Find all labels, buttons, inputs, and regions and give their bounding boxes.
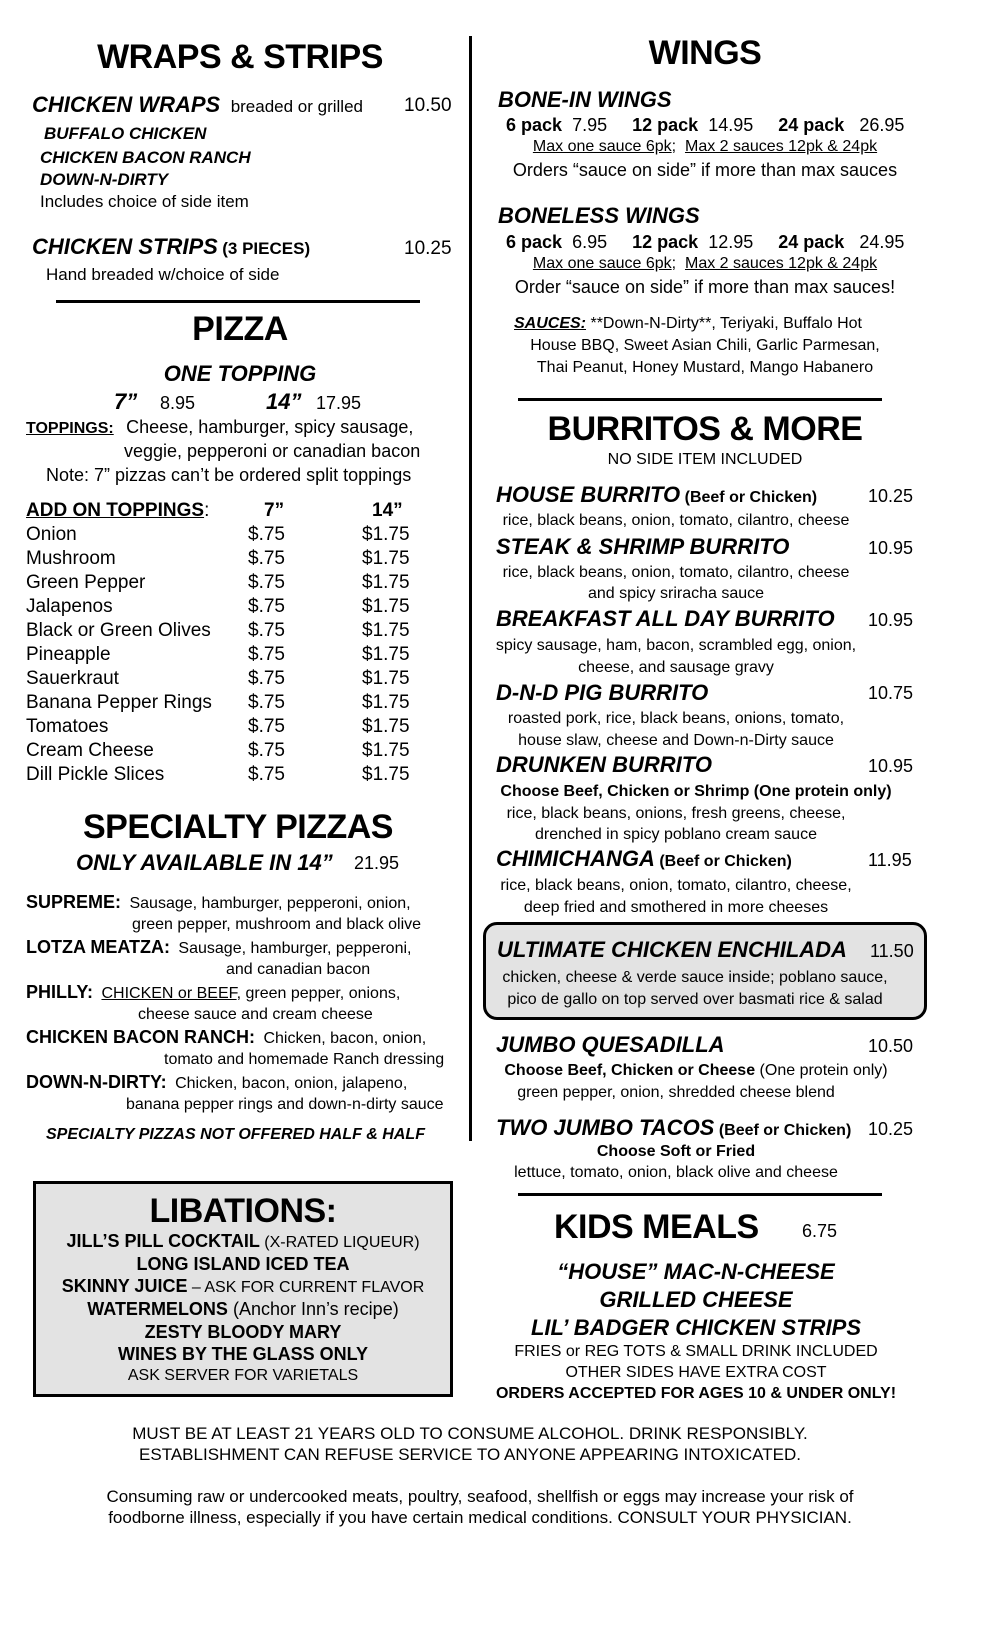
- chimichanga-note: (Beef or Chicken): [659, 853, 792, 870]
- tacos-name: TWO JUMBO TACOS: [496, 1115, 715, 1140]
- addon-name: Dill Pickle Slices: [26, 764, 165, 785]
- breakfast-burrito-name: BREAKFAST ALL DAY BURRITO: [496, 606, 835, 631]
- addon-row: [26, 524, 446, 549]
- one-topping-label: ONE TOPPING: [163, 361, 317, 386]
- libation-name: JILL’S PILL COCKTAIL: [66, 1231, 260, 1251]
- libation-item: ZESTY BLOODY MARY: [144, 1322, 342, 1342]
- dnd-desc2: banana pepper rings and down-n-dirty sauce: [126, 1096, 444, 1113]
- max-one: Max one sauce 6pk: [532, 255, 672, 272]
- pizza-note: Note: 7” pizzas can’t be ordered split toppings: [46, 465, 412, 485]
- alcohol-notice: MUST BE AT LEAST 21 YEARS OLD TO CONSUME ALCOHOL. DRINK RESPONSIBLY.: [132, 1424, 808, 1443]
- kids-note: OTHER SIDES HAVE EXTRA COST: [565, 1364, 827, 1381]
- addon-name: Cream Cheese: [26, 740, 154, 761]
- philly-name: PHILLY:: [26, 982, 94, 1002]
- house-burrito-price: 10.25: [868, 486, 914, 506]
- addon-price-7: $.75: [248, 716, 285, 737]
- pack-size: 12 pack: [632, 232, 699, 252]
- libation-item: LONG ISLAND ICED TEA: [136, 1254, 350, 1274]
- libation-name: SKINNY JUICE: [61, 1276, 188, 1296]
- pack-price: 12.95: [708, 232, 754, 252]
- sauces-label: SAUCES:: [514, 315, 587, 332]
- kids-price: 6.75: [802, 1221, 838, 1241]
- pack-price: 14.95: [708, 115, 754, 135]
- bone-in-title: BONE-IN WINGS: [498, 87, 672, 112]
- boneless-orders: Order “sauce on side” if more than max sauces!: [514, 277, 896, 297]
- supreme-desc2: green pepper, mushroom and black olive: [132, 916, 422, 933]
- pizza-title: PIZZA: [192, 310, 288, 348]
- pack-size: 24 pack: [778, 232, 845, 252]
- dnd-line: [26, 1072, 407, 1093]
- sauces-list: **Down-N-Dirty**, Teriyaki, Buffalo Hot: [586, 315, 862, 332]
- libation-note: ASK SERVER FOR VARIETALS: [127, 1367, 359, 1384]
- chimichanga-price: 11.95: [868, 850, 912, 870]
- enchilada-price: 11.50: [870, 941, 914, 961]
- addon-price-14: $1.75: [362, 668, 410, 689]
- philly-desc: , green pepper, onions,: [236, 985, 401, 1002]
- addon-colon: :: [204, 500, 210, 521]
- chicken-wraps-price: 10.50: [404, 95, 452, 116]
- wraps-side-note: Includes choice of side item: [40, 192, 249, 211]
- libation-item: WINES BY THE GLASS ONLY: [117, 1344, 369, 1364]
- breakfast-burrito-desc2: cheese, and sausage gravy: [578, 659, 774, 676]
- steak-burrito-desc: rice, black beans, onion, tomato, cilantro, cheese: [502, 564, 850, 581]
- health-warning: Consuming raw or undercooked meats, poultry, seafood, shellfish or eggs may increase your risk of: [106, 1487, 854, 1506]
- addon-name: Sauerkraut: [26, 668, 119, 689]
- cbr-desc: Chicken, bacon, onion,: [263, 1030, 427, 1047]
- libation-item: [36, 1231, 450, 1252]
- sauces-list: Thai Peanut, Honey Mustard, Mango Habanero: [536, 359, 874, 376]
- sauces-list: House BBQ, Sweet Asian Chili, Garlic Parmesan,: [530, 337, 880, 354]
- addon-price-7: $.75: [248, 764, 285, 785]
- addon-price-7: $.75: [248, 620, 285, 641]
- dnd-name: DOWN-N-DIRTY:: [26, 1072, 167, 1092]
- tacos-desc: lettuce, tomato, onion, black olive and cheese: [514, 1164, 838, 1181]
- addon-row: [26, 764, 446, 789]
- addon-price-14: $1.75: [362, 596, 410, 617]
- addon-price-14: $1.75: [362, 548, 410, 569]
- bone-in-orders: Orders “sauce on side” if more than max sauces: [512, 160, 898, 180]
- kids-item: GRILLED CHEESE: [599, 1287, 793, 1312]
- size-7-label: 7”: [114, 389, 138, 414]
- burritos-title: BURRITOS & MORE: [547, 410, 863, 448]
- lotza-name: LOTZA MEATZA:: [26, 937, 170, 957]
- toppings-line: [26, 417, 413, 438]
- addon-name: Green Pepper: [26, 572, 146, 593]
- philly-desc2: cheese sauce and cream cheese: [138, 1006, 373, 1023]
- pig-burrito-desc2: house slaw, cheese and Down-n-Dirty sauce: [518, 732, 834, 749]
- drunken-burrito-name: DRUNKEN BURRITO: [496, 752, 712, 777]
- price-14: 17.95: [316, 393, 362, 413]
- enchilada-box: [483, 922, 927, 1020]
- addon-name: Onion: [26, 524, 77, 545]
- divider: [518, 1193, 882, 1196]
- boneless-max: [470, 255, 940, 273]
- pack-size: 24 pack: [778, 115, 845, 135]
- divider: [518, 398, 882, 401]
- addon-name: Tomatoes: [26, 716, 109, 737]
- size-14-label: 14”: [266, 389, 302, 414]
- enchilada-desc2: pico de gallo on top served over basmati rice & salad: [507, 991, 883, 1008]
- addon-header-14: 14”: [372, 500, 403, 521]
- max-two: Max 2 sauces 12pk & 24pk: [684, 138, 878, 155]
- addon-row: [26, 716, 446, 741]
- sauces-line1: [514, 315, 862, 333]
- chimichanga-name: CHIMICHANGA: [496, 846, 655, 871]
- breakfast-burrito-price: 10.95: [868, 610, 914, 630]
- addon-price-14: $1.75: [362, 740, 410, 761]
- quesadilla-choose-note: (One protein only): [755, 1062, 888, 1079]
- wraps-title: WRAPS & STRIPS: [97, 38, 383, 76]
- chicken-wraps-note: breaded or grilled: [230, 97, 363, 116]
- specialty-only: ONLY AVAILABLE IN 14”: [76, 850, 333, 875]
- pig-burrito-name: D-N-D PIG BURRITO: [496, 680, 709, 705]
- chicken-strips-line: [32, 234, 310, 260]
- lotza-line: [26, 937, 411, 958]
- quesadilla-name: JUMBO QUESADILLA: [496, 1032, 725, 1057]
- addon-price-7: $.75: [248, 644, 285, 665]
- wrap-type: CHICKEN BACON RANCH: [40, 148, 251, 167]
- health-warning2: foodborne illness, especially if you have certain medical conditions. CONSULT YOUR PHYSICIAN.: [108, 1508, 852, 1527]
- addon-price-7: $.75: [248, 692, 285, 713]
- libation-note: – ASK FOR CURRENT FLAVOR: [187, 1279, 425, 1296]
- chimichanga-desc: rice, black beans, onion, tomato, cilantro, cheese,: [500, 877, 852, 894]
- house-burrito-note: (Beef or Chicken): [684, 489, 818, 506]
- supreme-desc: Sausage, hamburger, pepperoni, onion,: [129, 895, 411, 912]
- chicken-strips-note: (3 PIECES): [222, 239, 311, 258]
- quesadilla-price: 10.50: [868, 1036, 914, 1056]
- tacos-choose: Choose Soft or Fried: [596, 1143, 756, 1160]
- kids-title: KIDS MEALS: [554, 1208, 759, 1246]
- drunken-burrito-desc: rice, black beans, onions, fresh greens, cheese,: [506, 805, 846, 822]
- libations-title: LIBATIONS:: [149, 1192, 337, 1230]
- addon-row: [26, 596, 446, 621]
- quesadilla-desc: green pepper, onion, shredded cheese blend: [517, 1084, 835, 1101]
- philly-choice: CHICKEN or BEEF: [101, 985, 237, 1002]
- addon-price-14: $1.75: [362, 644, 410, 665]
- addon-row: [26, 668, 446, 693]
- addon-price-14: $1.75: [362, 764, 410, 785]
- bone-in-prices: [506, 115, 904, 136]
- tacos-line: [496, 1115, 851, 1141]
- kids-item: LIL’ BADGER CHICKEN STRIPS: [530, 1315, 861, 1340]
- addon-price-14: $1.75: [362, 572, 410, 593]
- addon-row: [26, 740, 446, 765]
- chicken-strips-price: 10.25: [404, 238, 452, 259]
- wrap-type: BUFFALO CHICKEN: [44, 124, 207, 143]
- max-one: Max one sauce 6pk: [532, 138, 672, 155]
- quesadilla-choose-bold: Choose Beef, Chicken or Cheese: [504, 1062, 756, 1079]
- libation-item: [36, 1276, 450, 1297]
- addon-row: [26, 548, 446, 573]
- addon-price-14: $1.75: [362, 716, 410, 737]
- addon-price-14: $1.75: [362, 524, 410, 545]
- addon-price-14: $1.75: [362, 620, 410, 641]
- libation-note: (Anchor Inn’s recipe): [227, 1299, 399, 1319]
- price-7: 8.95: [160, 393, 196, 413]
- kids-age-note: ORDERS ACCEPTED FOR AGES 10 & UNDER ONLY!: [495, 1385, 897, 1402]
- specialty-title: SPECIALTY PIZZAS: [82, 808, 393, 846]
- addon-name: Banana Pepper Rings: [26, 692, 212, 713]
- steak-burrito-name: STEAK & SHRIMP BURRITO: [496, 534, 790, 559]
- bone-in-max: [470, 138, 940, 156]
- kids-item: “HOUSE” MAC-N-CHEESE: [557, 1259, 835, 1284]
- drunken-burrito-price: 10.95: [868, 756, 914, 776]
- chicken-strips-name: CHICKEN STRIPS: [32, 234, 218, 259]
- enchilada-name: ULTIMATE CHICKEN ENCHILADA: [497, 937, 847, 962]
- pack-price: 7.95: [572, 115, 608, 135]
- addon-label: ADD ON TOPPINGS: [26, 500, 205, 521]
- addon-row: [26, 620, 446, 645]
- cbr-desc2: tomato and homemade Ranch dressing: [164, 1051, 445, 1068]
- boneless-title: BONELESS WINGS: [498, 203, 700, 228]
- lotza-desc2: and canadian bacon: [226, 961, 371, 978]
- alcohol-notice2: ESTABLISHMENT CAN REFUSE SERVICE TO ANYONE APPEARING INTOXICATED.: [139, 1445, 801, 1464]
- addon-row: [26, 572, 446, 597]
- wings-title: WINGS: [648, 34, 762, 72]
- max-sep: ;: [671, 138, 677, 155]
- addon-price-7: $.75: [248, 740, 285, 761]
- toppings-list-line2: veggie, pepperoni or canadian bacon: [124, 441, 421, 461]
- quesadilla-choose: [466, 1062, 926, 1080]
- chicken-strips-side: Hand breaded w/choice of side: [46, 265, 280, 284]
- pack-price: 6.95: [572, 232, 608, 252]
- cbr-name: CHICKEN BACON RANCH:: [26, 1027, 255, 1047]
- dnd-desc: Chicken, bacon, onion, jalapeno,: [175, 1075, 408, 1092]
- toppings-list-line1: Cheese, hamburger, spicy sausage,: [126, 417, 414, 437]
- tacos-note: (Beef or Chicken): [718, 1122, 852, 1139]
- toppings-label: TOPPINGS:: [26, 420, 114, 437]
- max-two: Max 2 sauces 12pk & 24pk: [684, 255, 878, 272]
- chimichanga-line: [496, 846, 792, 872]
- boneless-prices: [506, 232, 904, 253]
- specialty-not-half: SPECIALTY PIZZAS NOT OFFERED HALF & HALF: [46, 1126, 425, 1143]
- addon-row: [26, 644, 446, 669]
- philly-line: [26, 982, 400, 1003]
- pack-size: 6 pack: [506, 115, 563, 135]
- supreme-name: SUPREME:: [26, 892, 122, 912]
- addon-price-7: $.75: [248, 572, 285, 593]
- steak-burrito-price: 10.95: [868, 538, 914, 558]
- supreme-line: [26, 892, 411, 913]
- max-sep: ;: [671, 255, 677, 272]
- chimichanga-desc2: deep fried and smothered in more cheeses: [523, 899, 829, 916]
- libation-note: (X-RATED LIQUEUR): [259, 1234, 420, 1251]
- libation-name: WATERMELONS: [87, 1299, 228, 1319]
- enchilada-desc: chicken, cheese & verde sauce inside; poblano sauce,: [502, 969, 888, 986]
- addon-price-7: $.75: [248, 524, 285, 545]
- drunken-burrito-desc2: drenched in spicy poblano cream sauce: [535, 826, 817, 843]
- addon-name: Jalapenos: [26, 596, 113, 617]
- addon-header-7: 7”: [264, 500, 285, 521]
- breakfast-burrito-desc: spicy sausage, ham, bacon, scrambled egg, onion,: [495, 637, 857, 654]
- addon-price-7: $.75: [248, 668, 285, 689]
- addon-name: Pineapple: [26, 644, 111, 665]
- addon-price-7: $.75: [248, 596, 285, 617]
- divider: [56, 300, 420, 303]
- addon-header: [26, 500, 209, 522]
- specialty-price: 21.95: [354, 853, 400, 873]
- addon-price-14: $1.75: [362, 692, 410, 713]
- house-burrito-name: HOUSE BURRITO: [496, 482, 681, 507]
- addon-row: [26, 692, 446, 717]
- no-side-note: NO SIDE ITEM INCLUDED: [607, 451, 803, 468]
- chicken-wraps-line: [32, 92, 363, 118]
- lotza-desc: Sausage, hamburger, pepperoni,: [178, 940, 412, 957]
- cbr-line: [26, 1027, 426, 1048]
- addon-name: Black or Green Olives: [26, 620, 211, 641]
- house-burrito-line: [496, 482, 817, 508]
- house-burrito-desc: rice, black beans, onion, tomato, cilantro, cheese: [502, 512, 850, 529]
- pig-burrito-price: 10.75: [868, 683, 914, 703]
- pack-size: 6 pack: [506, 232, 563, 252]
- kids-note: FRIES or REG TOTS & SMALL DRINK INCLUDED: [514, 1343, 878, 1360]
- steak-burrito-desc2: and spicy sriracha sauce: [587, 585, 765, 602]
- drunken-burrito-choose: Choose Beef, Chicken or Shrimp (One protein only): [500, 783, 892, 800]
- addon-price-7: $.75: [248, 548, 285, 569]
- tacos-price: 10.25: [868, 1119, 914, 1139]
- addon-name: Mushroom: [26, 548, 116, 569]
- chicken-wraps-name: CHICKEN WRAPS: [32, 92, 221, 117]
- libation-item: [36, 1299, 450, 1320]
- pack-price: 24.95: [859, 232, 905, 252]
- pack-size: 12 pack: [632, 115, 699, 135]
- pig-burrito-desc: roasted pork, rice, black beans, onions, tomato,: [507, 710, 845, 727]
- pack-price: 26.95: [859, 115, 905, 135]
- libations-box: [33, 1181, 453, 1397]
- wrap-type: DOWN-N-DIRTY: [40, 170, 169, 189]
